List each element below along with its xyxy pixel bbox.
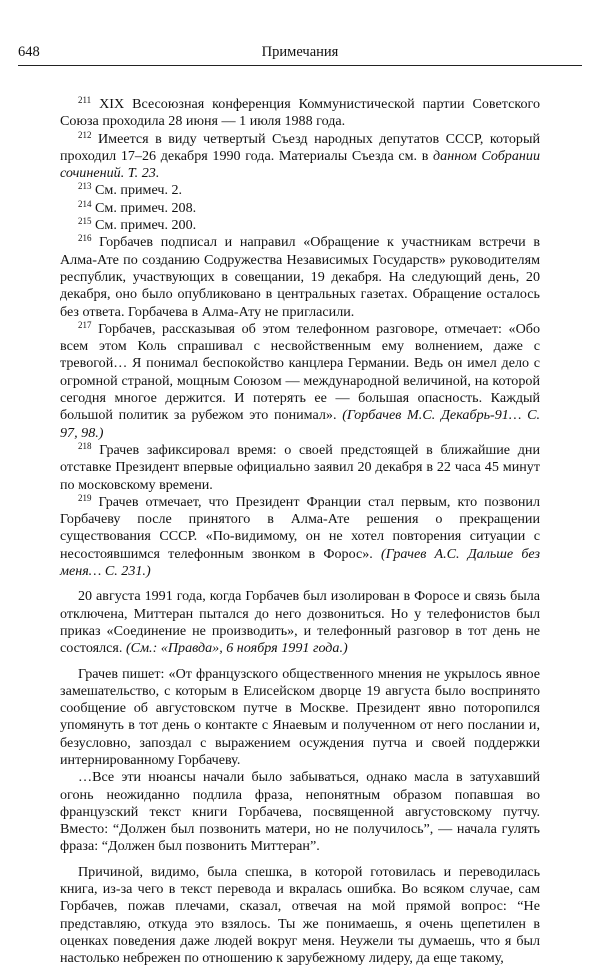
paragraph-text: Грачев пишет: «От французского общественного мнения не укрылось явное замешательство, с которым в Елисейском дворце 19 августа было воспринято сообщение об августовском путче в Москве. Президент явно поторопился упомянуть в тот день о контакте с Янаевым и полученном от него послании и, безусловно, запоздал с выражением осуждения путча и своей поддержки интернированному Горбачеву. [60,665,540,768]
paragraph-text: 20 августа 1991 года, когда Горбачев был изолирован в Форосе и связь была отключена, Миттеран пытался до него дозвониться. Но у телефонистов был приказ «Соединение не производить», и телефонный разговор в тот день не состоялся. [60,588,540,657]
note-source: (Горбачев М.С. Декабрь-91… С. 97, 98.) [60,407,540,441]
note-number: 213 [78,181,92,192]
endnote-215 [60,217,540,234]
note-number: 215 [78,216,92,227]
note-text: Имеется в виду четвертый Съезд народных депутатов СССР, который проходил 17–26 декабря 1990 года. Материалы Съезда см. в [60,130,540,164]
endnote-216 [60,234,540,320]
header-rule [18,65,582,66]
note-number: 216 [78,233,92,244]
endnote-213 [60,182,540,199]
note-source: данном Собрании сочинений. Т. 23. [60,147,540,182]
paragraph-text: Причиной, видимо, была спешка, в которой готовилась и переводилась книга, из-за чего в текст перевода и вкралась ошибка. Во всяком случае, сам Горбачев, пожав плечами, сказал, отвечая на мой прямой вопрос: “Не представляю, откуда это взялось. Ты же понимаешь, я очень щепетилен в оценках поведения даже людей вокруг меня. Неужели ты думаешь, что я был настолько небрежен по отношению к зарубежному лидеру, да еще такому, [60,863,540,967]
page-body [60,96,540,968]
body-paragraph [60,588,540,657]
endnote-218 [60,442,540,494]
body-paragraph [60,666,540,770]
note-text: Горбачев, рассказывая об этом телефонном разговоре, отмечает: «Обо всем этом Коль спрашивал с несвойственным ему волнением, даже с тревогой… Я понимал беспокойство канцлера Германии. Ведь он имел дело с огромной страной, мощным Союзом — международной величиной, на которой сегодня многое держится. И потерять ее — большая опасность. Каждый большой политик за рубежом это понимал». [60,320,540,424]
body-paragraph [60,864,540,968]
note-number: 214 [78,198,92,209]
note-text: XIX Всесоюзная конференция Коммунистической партии Советского Союза проходила 28 июня — 1 июля 1988 года. [60,96,541,130]
page-header [18,44,582,66]
body-paragraph [60,769,540,855]
note-number: 218 [78,440,92,451]
note-text: Грачев зафиксировал время: о своей предстоящей в ближайшие дни отставке Президент впервые официально заявил 20 декабря в 22 часа 45 минут по московскому времени. [60,441,540,493]
note-number: 217 [78,319,92,330]
paragraph-text: …Все эти нюансы начали было забываться, однако масла в затухавший огонь неожиданно подлила фраза, непонятным образом попавшая во французский текст книги Горбачева, посвященной августовскому путчу. Вместо: “Должен был позвонить матери, но не получилось”, — начала гулять фраза: “Должен был позвонить Миттеран”. [60,769,540,855]
note-text: Грачев отмечает, что Президент Франции стал первым, кто позвонил Горбачеву после принятого в Алма-Ате решения о прекращении существования СССР. «По-видимому, он не хотел повторения ситуации с несостоявшимся телефонным звонком в Форос». [60,493,540,562]
endnote-212 [60,131,540,183]
endnote-217 [60,321,540,442]
note-source: (Грачев А.С. Дальше без меня… С. 231.) [60,545,540,580]
note-text: См. примеч. 200. [95,217,197,234]
note-text: См. примеч. 208. [95,199,197,216]
note-number: 219 [78,492,92,503]
endnote-219 [60,494,540,580]
note-text: См. примеч. 2. [95,182,183,199]
note-number: 211 [78,95,92,105]
paragraph-source: (См.: «Правда», 6 ноября 1991 года.) [125,640,348,657]
page-number: 648 [18,44,40,60]
note-text: Горбачев подписал и направил «Обращение к участникам встречи в Алма-Ате по созданию Содружества Независимых Государств» руководителям республик, участвующих в совещании, 19 декабря. На следующий день, 20 декабря, оно было опубликовано в центральных газетах. Обращение осталось без ответа. Горбачева в Алма-Ату не пригласили. [60,234,540,320]
note-number: 212 [78,129,92,140]
endnote-214 [60,200,540,217]
running-title: Примечания [261,44,339,60]
endnote-211 [60,96,540,131]
